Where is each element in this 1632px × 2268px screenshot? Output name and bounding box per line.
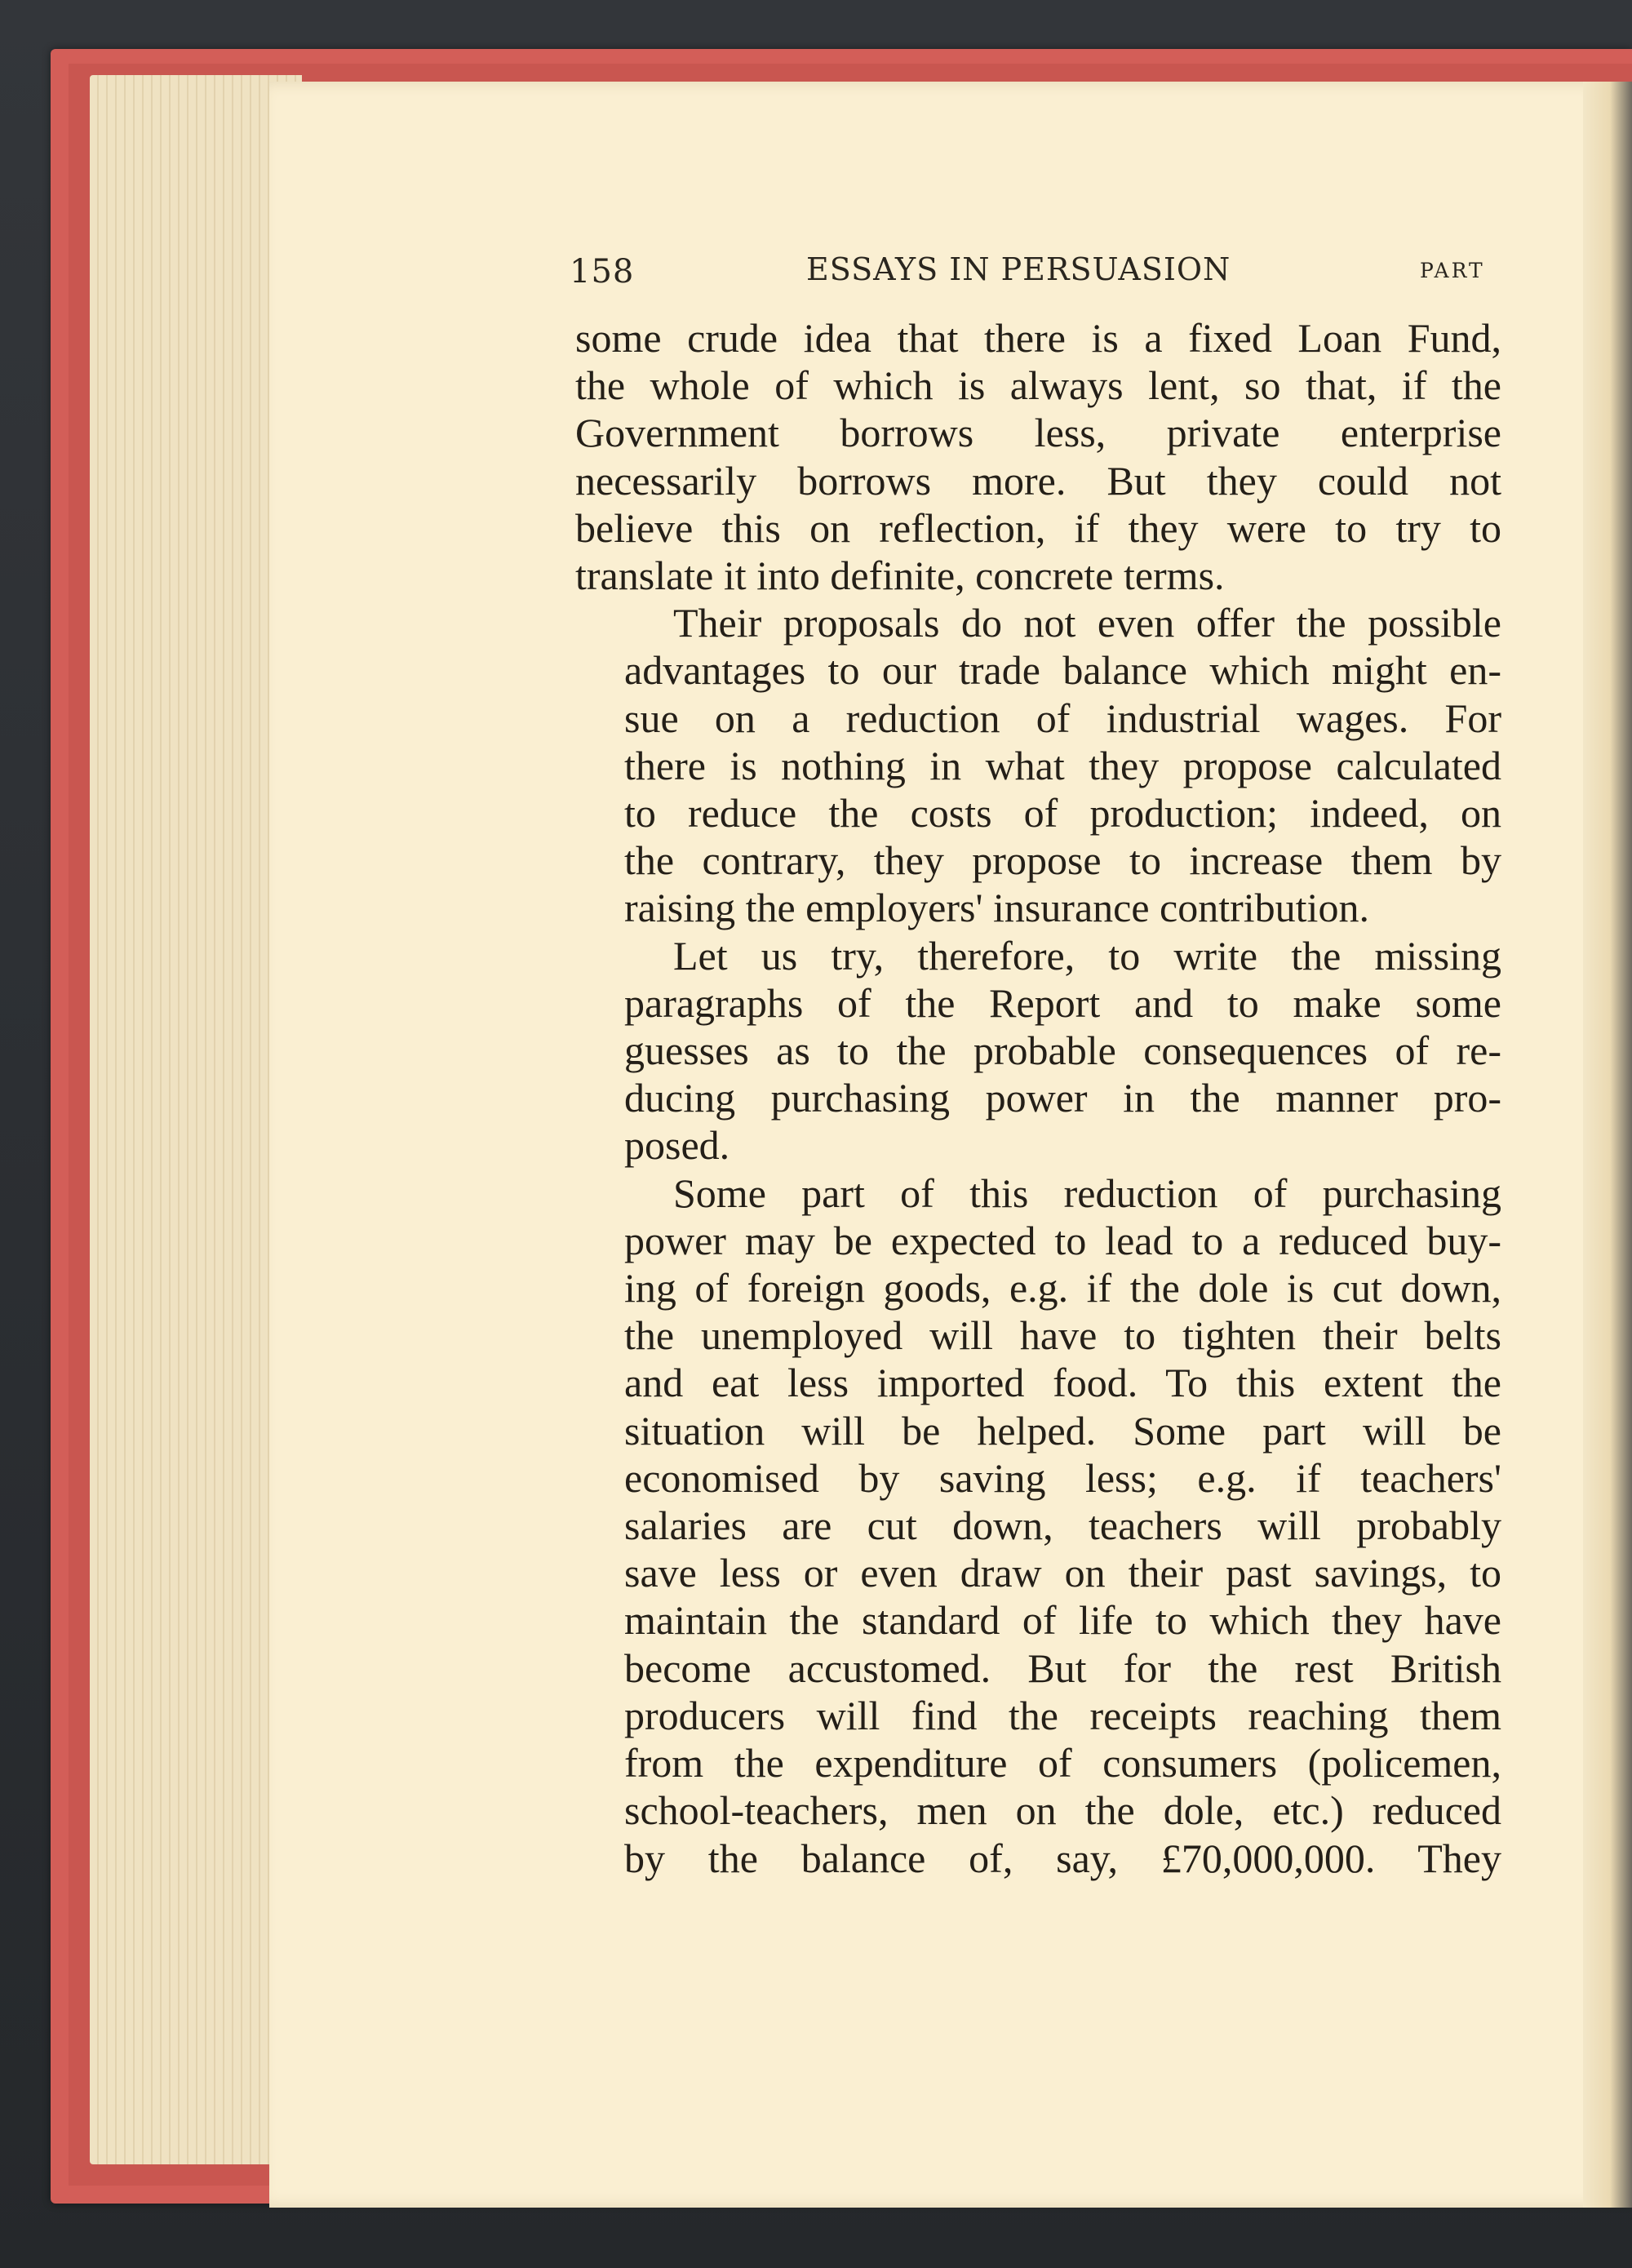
text-line: Let us try, therefore, to write the missing — [673, 932, 1501, 979]
page-gutter — [1583, 82, 1632, 2208]
text-line: ducing purchasing power in the manner pro- — [624, 1075, 1501, 1121]
text-line: and eat less imported food. To this extent the — [624, 1360, 1501, 1406]
text-line: some crude idea that there is a fixed Loan Fund, — [575, 315, 1501, 361]
text-line: ing of foreign goods, e.g. if the dole is cut down, — [624, 1265, 1501, 1312]
page-number: 158 — [570, 253, 635, 291]
text-line: advantages to our trade balance which might en- — [624, 647, 1501, 694]
text-line: guesses as to the probable consequences of re- — [624, 1027, 1501, 1074]
text-line: the contrary, they propose to increase them by — [624, 837, 1501, 884]
text-line: posed. — [624, 1122, 730, 1169]
running-head — [570, 245, 1492, 294]
text-line: by the balance of, say, £70,000,000. They — [624, 1835, 1501, 1881]
text-line: translate it into definite, concrete terms. — [575, 553, 1225, 599]
text-line: power may be expected to lead to a reduced buy- — [624, 1217, 1501, 1263]
section-label: PART — [1420, 259, 1485, 282]
text-line: Their proposals do not even offer the possible — [673, 600, 1501, 646]
body-text — [575, 314, 1501, 1882]
text-line: there is nothing in what they propose calculated — [624, 742, 1501, 788]
text-line: situation will be helped. Some part will be — [624, 1407, 1501, 1454]
text-line: producers will find the receipts reaching them — [624, 1692, 1501, 1738]
paragraph-1 — [575, 314, 1501, 599]
text-line: school-teachers, men on the dole, etc.) reduced — [624, 1787, 1501, 1834]
text-line: paragraphs of the Report and to make some — [624, 979, 1501, 1026]
text-line: economised by saving less; e.g. if teachers' — [624, 1454, 1501, 1501]
text-line: sue on a reduction of industrial wages. For — [624, 695, 1501, 741]
text-line: the unemployed will have to tighten their belts — [624, 1312, 1501, 1359]
text-line: maintain the standard of life to which they have — [624, 1597, 1501, 1644]
text-line: from the expenditure of consumers (policemen, — [624, 1740, 1501, 1786]
text-line: raising the employers' insurance contribution. — [624, 885, 1369, 931]
paragraph-4 — [575, 1170, 1501, 1882]
text-line: the whole of which is always lent, so that, if the — [575, 362, 1501, 409]
text-line: save less or even draw on their past savings, to — [624, 1550, 1501, 1596]
text-line: become accustomed. But for the rest British — [624, 1644, 1501, 1691]
book-title: ESSAYS IN PERSUASION — [806, 251, 1231, 287]
paragraph-2 — [575, 599, 1501, 931]
text-line: believe this on reflection, if they were to try to — [575, 504, 1501, 551]
text-line: salaries are cut down, teachers will probably — [624, 1502, 1501, 1549]
text-line: necessarily borrows more. But they could not — [575, 457, 1501, 504]
text-line: Government borrows less, private enterprise — [575, 410, 1501, 456]
paragraph-3 — [575, 932, 1501, 1170]
text-line: to reduce the costs of production; indeed, on — [624, 790, 1501, 837]
text-line: Some part of this reduction of purchasing — [673, 1170, 1501, 1216]
